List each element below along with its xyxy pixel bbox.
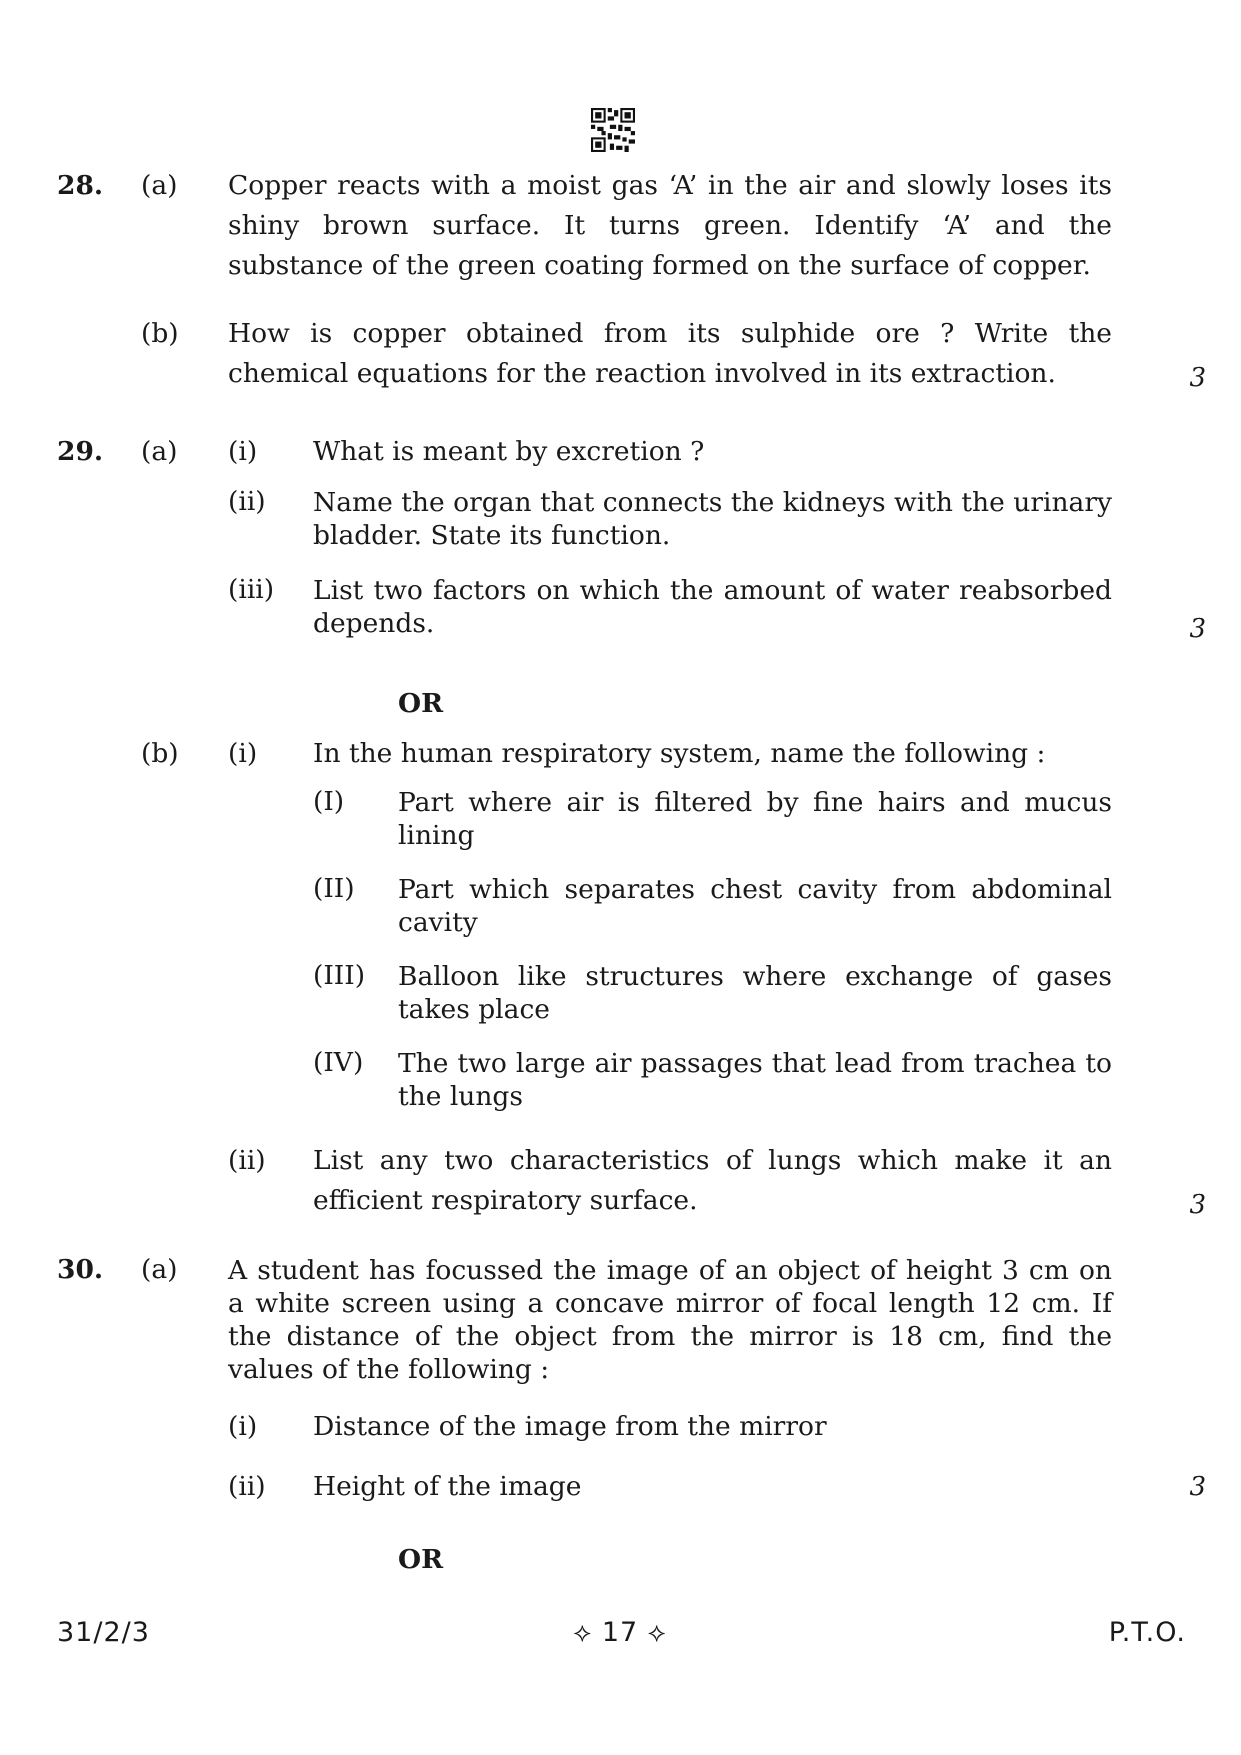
question-text: What is meant by excretion ? bbox=[313, 436, 705, 467]
subitem-label: (II) bbox=[313, 873, 355, 904]
question-text: List any two characteristics of lungs which make it an efficient respiratory surface. bbox=[313, 1145, 1112, 1216]
question-text: Height of the image bbox=[313, 1471, 582, 1502]
part-label: (a) bbox=[141, 436, 178, 467]
subitem-label: (IV) bbox=[313, 1047, 364, 1078]
ornament-right-icon: ⟡ bbox=[647, 1617, 667, 1648]
question-text: Copper reacts with a moist gas ‘A’ in the air and slowly loses its shiny brown surface. It turns green. Identify ‘A’ and the substance of the green coating formed on the surface of copper. bbox=[228, 170, 1112, 281]
marks: 3 bbox=[1189, 614, 1206, 644]
subpart-label: (i) bbox=[228, 436, 258, 467]
ornament-left-icon: ⟡ bbox=[573, 1617, 593, 1648]
question-text: The two large air passages that lead from trachea to the lungs bbox=[398, 1048, 1112, 1112]
subitem-label: (I) bbox=[313, 786, 345, 817]
pto-label: P.T.O. bbox=[1108, 1617, 1186, 1648]
question-text: Distance of the image from the mirror bbox=[313, 1411, 827, 1442]
part-label: (a) bbox=[141, 1254, 178, 1285]
part-label: (b) bbox=[141, 738, 179, 769]
question-number: 29. bbox=[57, 436, 104, 467]
question-text: A student has focussed the image of an object of height 3 cm on a white screen using a concave mirror of focal length 12 cm. If the distance of the object from the mirror is 18 cm, find the values of the following : bbox=[228, 1255, 1112, 1385]
marks: 3 bbox=[1189, 1190, 1206, 1220]
subpart-label: (ii) bbox=[228, 486, 266, 517]
question-text: How is copper obtained from its sulphide ore ? Write the chemical equations for the reaction involved in its extraction. bbox=[228, 318, 1112, 389]
subpart-label: (i) bbox=[228, 738, 258, 769]
question-text: Part which separates chest cavity from abdominal cavity bbox=[398, 874, 1112, 938]
marks: 3 bbox=[1189, 363, 1206, 393]
subpart-label: (ii) bbox=[228, 1145, 266, 1176]
part-label: (a) bbox=[141, 170, 178, 201]
question-text: In the human respiratory system, name the following : bbox=[313, 738, 1046, 769]
page-number: 17 bbox=[601, 1617, 639, 1648]
question-text: Part where air is filtered by fine hairs and mucus lining bbox=[398, 787, 1112, 851]
marks: 3 bbox=[1189, 1472, 1206, 1502]
subpart-label: (iii) bbox=[228, 574, 275, 605]
paper-code: 31/2/3 bbox=[57, 1617, 150, 1648]
question-text: Name the organ that connects the kidneys with the urinary bladder. State its function. bbox=[313, 487, 1112, 551]
qr-code-icon bbox=[591, 108, 635, 152]
question-text: List two factors on which the amount of water reabsorbed depends. bbox=[313, 575, 1112, 639]
part-label: (b) bbox=[141, 318, 179, 349]
question-number: 28. bbox=[57, 170, 104, 201]
question-text: Balloon like structures where exchange of gases takes place bbox=[398, 961, 1112, 1025]
subpart-label: (i) bbox=[228, 1411, 258, 1442]
or-separator: OR bbox=[398, 1544, 444, 1575]
question-number: 30. bbox=[57, 1254, 104, 1285]
page-number-group bbox=[560, 1617, 680, 1649]
subitem-label: (III) bbox=[313, 960, 366, 991]
or-separator: OR bbox=[398, 688, 444, 719]
subpart-label: (ii) bbox=[228, 1471, 266, 1502]
